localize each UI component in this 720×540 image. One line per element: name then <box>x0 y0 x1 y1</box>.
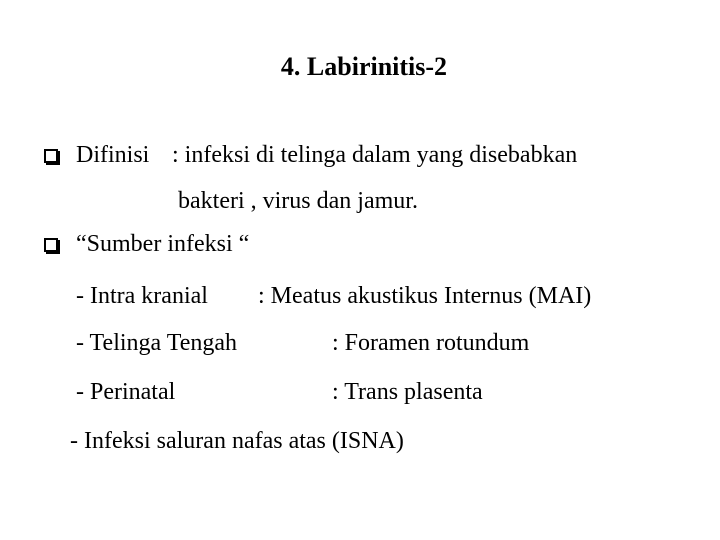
definition-label: Difinisi <box>76 142 150 168</box>
source-item-name: - Perinatal <box>76 379 176 405</box>
source-row <box>44 229 58 259</box>
source-extra: - Infeksi saluran nafas atas (ISNA) <box>70 428 404 454</box>
checkbox-bullet-icon <box>44 149 58 163</box>
definition-row <box>44 140 58 170</box>
slide-title: 4. Labirinitis-2 <box>280 52 448 81</box>
definition-text-line2: bakteri , virus dan jamur. <box>178 188 418 214</box>
source-item-value: : Foramen rotundum <box>332 330 530 356</box>
source-label: “Sumber infeksi “ <box>76 231 250 257</box>
source-item-name: - Telinga Tengah <box>76 330 238 356</box>
source-item-value: : Meatus akustikus Internus (MAI) <box>258 283 592 309</box>
checkbox-bullet-icon <box>44 238 58 252</box>
definition-text-line1: : infeksi di telinga dalam yang disebabkan <box>172 142 578 168</box>
source-item-name: - Intra kranial <box>76 283 208 309</box>
source-item-value: : Trans plasenta <box>332 379 483 405</box>
